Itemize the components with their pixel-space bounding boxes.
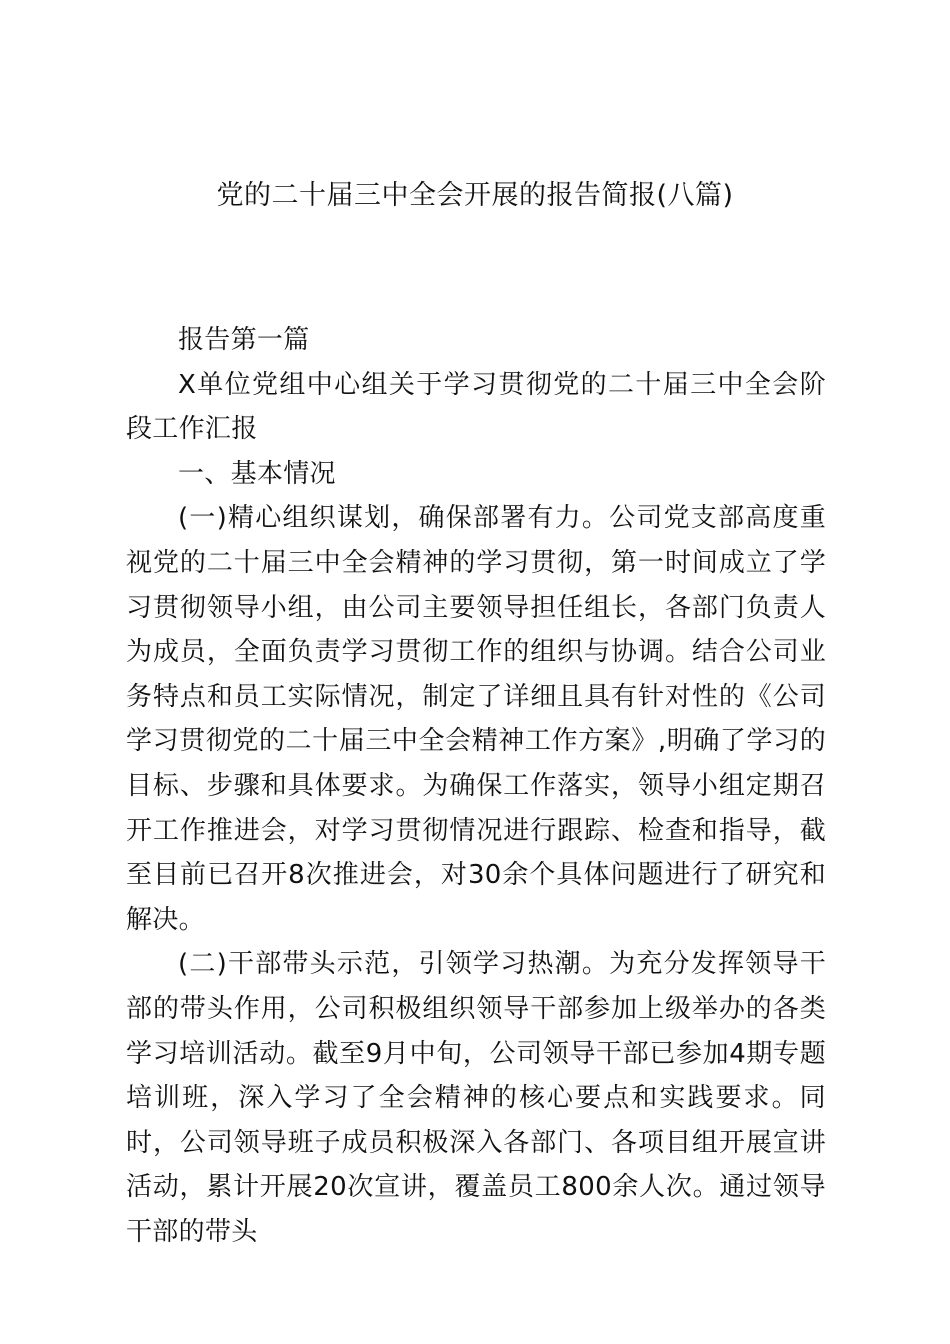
body-paragraph: (一)精心组织谋划，确保部署有力。公司党支部高度重视党的二十届三中全会精神的学习贯彻，第一时间成立了学习贯彻领导小组，由公司主要领导担任组长，各部门负责人为成员，全面负责学习贯彻工作的组织与协调。结合公司业务特点和员工实际情况，制定了详细且具有针对性的《公司学习贯彻党的二十届三中全会精神工作方案》,明确了学习的目标、步骤和具体要求。为确保工作落实，领导小组定期召开工作推进会，对学习贯彻情况进行跟踪、检查和指导，截至目前已召开8次推进会，对30余个具体问题进行了研究和解决。 <box>126 503 826 935</box>
body-paragraph: (二)干部带头示范，引领学习热潮。为充分发挥领导干部的带头作用，公司积极组织领导干部参加上级举办的各类学习培训活动。截至9月中旬，公司领导干部已参加4期专题培训班，深入学习了全会精神的核心要点和实践要求。同时，公司领导班子成员积极深入各部门、各项目组开展宣讲活动，累计开展20次宣讲，覆盖员工800余人次。通过领导干部的带头 <box>126 949 826 1247</box>
report-title: X单位党组中心组关于学习贯彻党的二十届三中全会阶段工作汇报 <box>126 369 826 445</box>
subsection-heading: 一、基本情况 <box>178 458 336 489</box>
section-heading: 报告第一篇 <box>178 325 310 355</box>
document-body <box>126 318 826 1254</box>
document-title: 党的二十届三中全会开展的报告简报(八篇) <box>216 180 734 211</box>
